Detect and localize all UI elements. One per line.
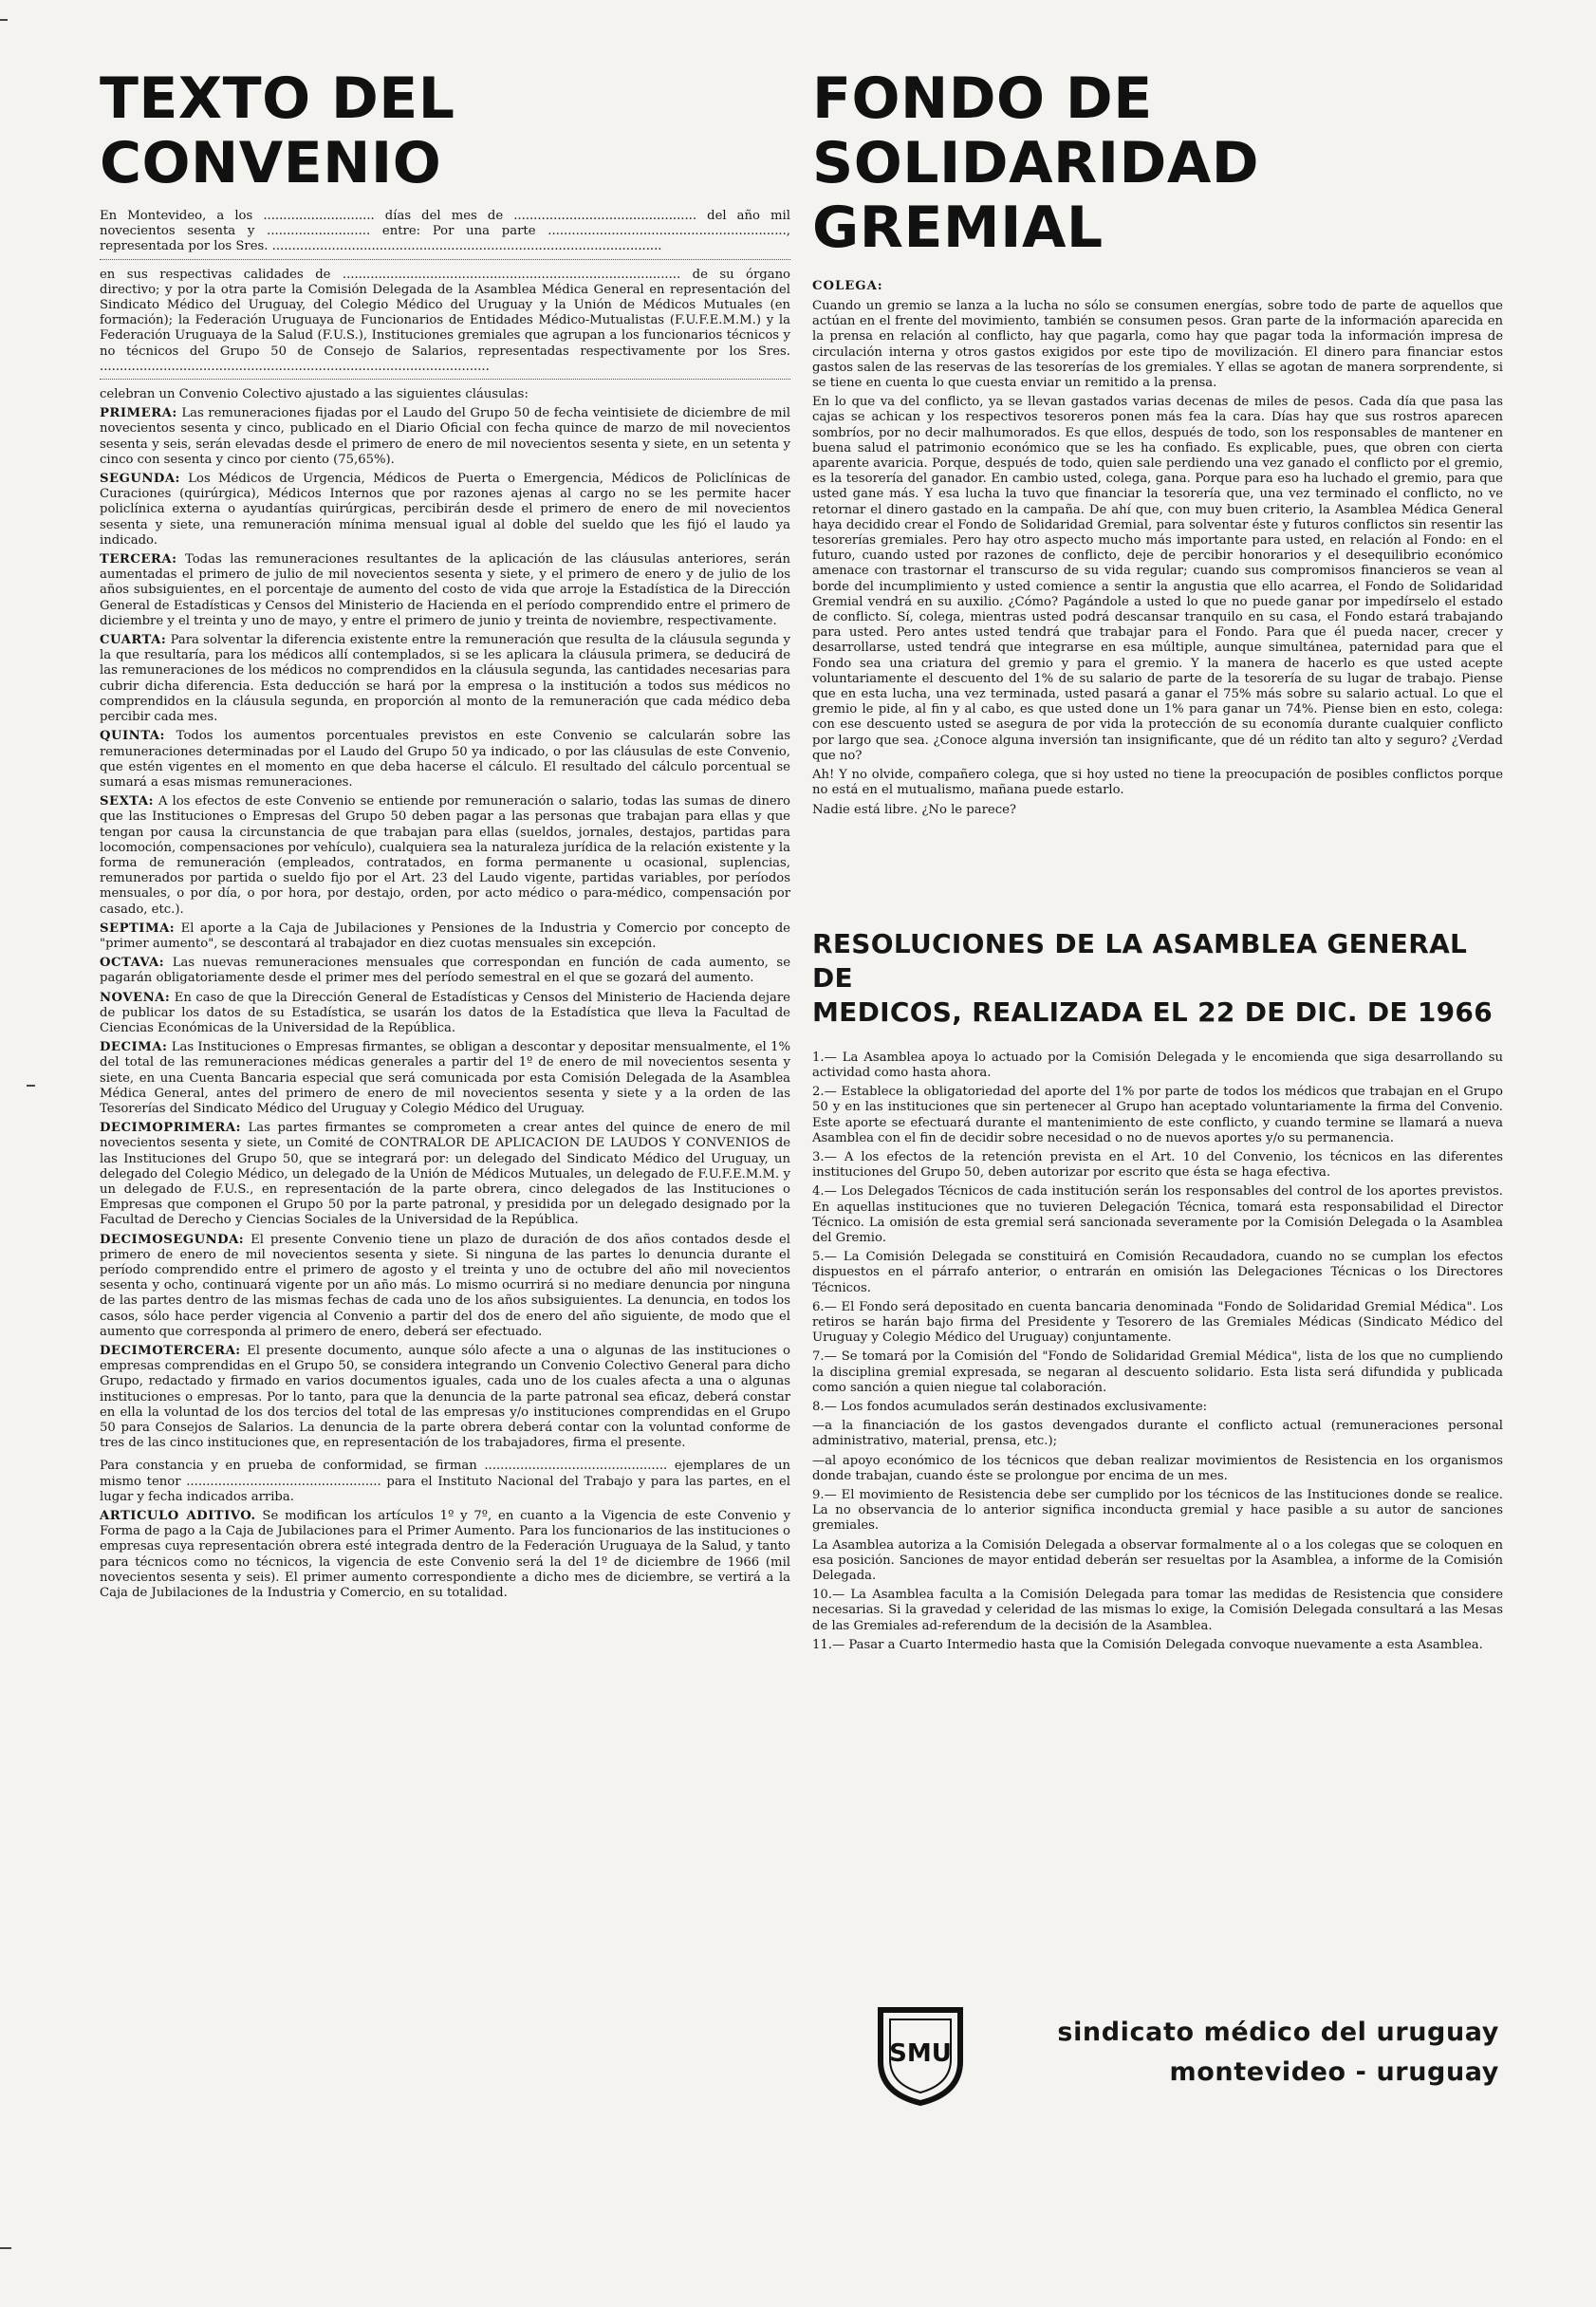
colega-heading: COLEGA: <box>812 279 883 293</box>
footer-city: montevideo - uruguay <box>1169 2057 1499 2087</box>
fondo-paragraph: Nadie está libre. ¿No le parece? <box>812 802 1016 817</box>
convenio-column <box>100 66 790 1605</box>
convenio-parties: en sus respectivas calidades de ..................................................................................... de su órgano directivo; y por la otra parte la Comisión Delegada de la Asamblea Médica General en representación del Sindicato Médico del Uruguay, del Colegio Médico del Uruguay y la Unión de Médicos Mutuales (en formación); la Federación Uruguaya de Funcionarios de Entidades Médico-Mutualistas (F.U.F.E.M.M.) y la Federación Uruguaya de la Salud (F.U.S.), Instituciones gremiales que agrupan a los funcionarios técnicos y no técnicos del Grupo 50 de Consejo de Salarios, representadas respectivamente por los Sres. .................................................................................................. <box>100 267 790 374</box>
fondo-body <box>812 299 1503 818</box>
clause-septima <box>100 921 790 952</box>
clause-segunda <box>100 472 790 549</box>
clause-head: DECIMOPRIMERA: <box>100 1121 241 1136</box>
clause-text: El presente documento, aunque sólo afecte a una o algunas de las instituciones o empresas comprendidas en el Grupo 50, se considera integrando un Convenio Colectivo General para dicho Grupo, redactado y firmado en varios documentos iguales, cada uno de los cuales afecta a una o algunas instituciones o empresas. Por lo tanto, para que la denuncia de la parte patronal sea eficaz, deberá constar en ella la voluntad de los dos tercios del total de las empresas y/o instituciones comprendidas en el Grupo 50 para Consejos de Salarios. La denuncia de la parte obrera deberá contar con la voluntad conforme de tres de las cinco instituciones que, en representación de los trabajadores, firma el presente. <box>100 1344 790 1451</box>
clause-sexta <box>100 794 790 918</box>
resolucion-item: 9.— El movimiento de Resistencia debe ser cumplido por los técnicos de las Instituciones donde se realice. La no observancia de lo anterior significa inconducta gremial y hace pasible a su autor de sanciones gremiales. <box>812 1487 1503 1534</box>
clause-head: NOVENA: <box>100 990 171 1005</box>
resoluciones-title-line2: MEDICOS, REALIZADA EL 22 DE DIC. DE 1966 <box>812 995 1493 1028</box>
clause-head: SEPTIMA: <box>100 921 176 936</box>
blank-line <box>100 379 790 380</box>
articulo-aditivo <box>100 1509 790 1601</box>
convenio-title-line2: CONVENIO <box>100 130 442 196</box>
clause-text: El presente Convenio tiene un plazo de duración de dos años contados desde el primero de enero de mil novecientos sesenta y siete. Si ninguna de las partes lo denuncia durante el período comprendido entre el primero de agosto y el treinta y uno de octubre del año mil novecientos sesenta y ocho, continuará vigente por un año más. Lo mismo ocurrirá si no mediare denuncia por ninguna de las partes dentro de las mismas fechas de cada uno de los años subsiguientes. La denuncia, en todos los casos, sólo hace perder vigencia al Convenio a partir del dos de enero del año siguiente, de modo que el aumento que corresponda al primero de enero, deberá ser efectuado. <box>100 1232 790 1339</box>
clause-tercera <box>100 552 790 629</box>
smu-logo-icon <box>873 2002 968 2107</box>
resolucion-subitem: —al apoyo económico de los técnicos que deban realizar movimientos de Resistencia en los organismos donde trabajan, cuando éste se prolongue por encima de un mes. <box>812 1453 1503 1483</box>
clause-text: Las partes firmantes se comprometen a crear antes del quince de enero de mil novecientos sesenta y siete, un Comité de CONTRALOR DE APLICACION DE LAUDOS Y CONVENIOS de las Instituciones del Grupo 50, que se integrará por: un delegado del Sindicato Médico del Uruguay, un delegado del Colegio Médico, un delegado de la Unión de Médicos Mutuales, un delegado de F.U.F.E.M.M. y un delegado de F.U.S., en representación de la parte obrera, cinco delegados de las Instituciones o Empresas que componen el Grupo 50 por la parte patronal, y presidida por un delegado designado por la Facultad de Derecho y Ciencias Sociales de la Universidad de la República. <box>100 1121 791 1228</box>
fondo-paragraph: Cuando un gremio se lanza a la lucha no sólo se consumen energías, sobre todo de parte de aquellos que actúan en el frente del movimiento, también se consumen pesos. Gran parte de la información aparecida en la prensa en relación al conflicto, hay que pagarla, como hay que pagar toda la información impresa de circulación interna y otros gastos exigidos por este tipo de movilización. El dinero para financiar estos gastos salen de las reservas de las tesorerías de los gremiales. Y ellas se agotan de manera sorprendente, si se tiene en cuenta lo que cuesta enviar un remitido a la prensa. <box>812 299 1503 391</box>
clause-head: DECIMA: <box>100 1040 168 1055</box>
fondo-title-line3: GREMIAL <box>812 195 1104 261</box>
clause-decimotercera <box>100 1344 790 1451</box>
clause-decima <box>100 1040 790 1117</box>
resoluciones-title <box>812 927 1503 1030</box>
clause-text: Todas las remuneraciones resultantes de la aplicación de las cláusulas anteriores, serán aumentadas el primero de julio de mil novecientos sesenta y siete, y el primero de enero y de julio de los años subsiguientes, en el porcentaje de aumento del costo de vida que arroje la Estadística de la Dirección General de Estadísticas y Censos del Ministerio de Hacienda en el período comprendido entre el primero de diciembre y el treinta y uno de mayo, y entre el primero de junio y treinta de noviembre, respectivamente. <box>100 552 790 628</box>
resolucion-subitem: —a la financiación de los gastos devengados durante el conflicto actual (remuneraciones personal administrativo, material, prensa, etc.); <box>812 1419 1503 1449</box>
clause-text: Las Instituciones o Empresas firmantes, se obligan a descontar y depositar mensualmente, el 1% del total de las remuneraciones médicas generales a partir del 1º de enero de mil novecientos sesenta y siete, en una Cuenta Bancaria especial que será comunicada por esta Comisión Delegada de la Asamblea Médica General, antes del primero de enero de mil novecientos sesenta y siete y a la orden de las Tesorerías del Sindicato Médico del Uruguay y Colegio Médico del Uruguay. <box>100 1040 790 1116</box>
convenio-title-line1: TEXTO DEL <box>100 65 455 132</box>
clause-text: El aporte a la Caja de Jubilaciones y Pensiones de la Industria y Comercio por concepto de "primer aumento", se descontará al trabajador en diez cuotas mensuales sin excepción. <box>100 921 790 951</box>
scan-mark <box>0 2247 11 2249</box>
aditivo-text: Se modifican los artículos 1º y 7º, en cuanto a la Vigencia de este Convenio y Forma de pago a la Caja de Jubilaciones para el Primer Aumento. Para los funcionarios de las instituciones o empresas cuya representación obrera esté integrada dentro de la Federación Uruguaya de la Salud, y tanto para técnicos como no técnicos, la vigencia de este Convenio será la del 1º de diciembre de 1966 (mil novecientos sesenta y seis). El primer aumento correspondiente a dicho mes de diciembre, se vertirá a la Caja de Jubilaciones de la Industria y Comercio, en su totalidad. <box>100 1509 790 1601</box>
aditivo-head: ARTICULO ADITIVO. <box>100 1509 256 1524</box>
fondo-paragraph: En lo que va del conflicto, ya se llevan gastados varias decenas de miles de pesos. Cada día que pasa las cajas se achican y los respectivos tesoreros ponen más fea la cara. Días hay que sus rostros aparecen sombríos, por no decir malhumorados. Es que ellos, después de todo, son los responsables de mantener en buena salud el patrimonio económico que se les ha confiado. Es explicable, pues, que obren con cierta aparente avaricia. Porque, después de todo, quien sale perdiendo una vez ganado el conflicto por el gremio, es la tesorería del ganador. En cambio usted, colega, gana. Porque para eso ha luchado el gremio, para que usted gane más. Y esa lucha la tuvo que financiar la tesorería que, una vez terminado el conflicto, no ve retornar el dinero gastado en la campaña. De ahí que, con muy buen criterio, la Asamblea Médica General haya decidido crear el Fondo de Solidaridad Gremial, para solventar éste y futuros conflictos sin resentir las tesorerías gremiales. Pero hay otro aspecto mucho más importante para usted, en relación al Fondo: en el futuro, cuando usted por razones de conflicto, deje de percibir honorarios y el desequilibrio económico amenace con trastornar el transcurso de su vida regular; cuando sus compromisos financieros se vean al borde del incumplimiento y usted comience a sentir la angustia que ello acarrea, el Fondo de Solidaridad Gremial vendrá en su auxilio. ¿Cómo? Pagándole a usted lo que no puede ganar por impedírselo el estado de conflicto. Sí, colega, mientras usted podrá descansar tranquilo en su casa, el Fondo estará trabajando para usted. Pero antes usted tendrá que trabajar para el Fondo. Para que él pueda nacer, crecer y desarrollarse, usted tendrá que integrarse en esa múltiple, aunque simultánea, paternidad para que el Fondo sea una criatura del gremio y para el gremio. Y la manera de hacerlo es que usted acepte voluntariamente el descuento del 1% de su salario de parte de la tesorería de su lugar de trabajo. Piense que en esta lucha, una vez terminada, usted pasará a ganar el 75% más sobre su salario actual. Lo que el gremio le pide, al fin y al cabo, es que usted done un 1% para ganar un 74%. Piense bien en esto, colega: con ese descuento usted se asegura de por vida la protección de su economía durante cualquier conflicto por largo que sea. ¿Conoce alguna inversión tan insignificante, que dé un rédito tan alto y seguro? ¿Verdad que no? <box>812 395 1503 763</box>
clause-head: OCTAVA: <box>100 956 165 971</box>
convenio-celebran: celebran un Convenio Colectivo ajustado a las siguientes cláusulas: <box>100 387 529 402</box>
clause-text: Las remuneraciones fijadas por el Laudo del Grupo 50 de fecha veintisiete de diciembre de mil novecientos sesenta y cinco, publicado en el Diario Oficial con fecha quince de marzo de mil novecientos sesenta y seis, serán elevadas desde el primero de enero de mil novecientos sesenta y siete, en un setenta y cinco con sesenta y cinco por ciento (75,65%). <box>100 406 790 467</box>
clause-novena <box>100 991 790 1037</box>
resolucion-item: 1.— La Asamblea apoya lo actuado por la Comisión Delegada y le encomienda que siga desarrollando su actividad como hasta ahora. <box>812 1050 1503 1080</box>
scan-mark <box>0 19 8 21</box>
resolucion-item: 5.— La Comisión Delegada se constituirá en Comisión Recaudadora, cuando no se cumplan los efectos dispuestos en el párrafo anterior, o entrarán en omisión las Delegaciones Técnicas o los Directores Técnicos. <box>812 1250 1503 1295</box>
resolucion-item: 6.— El Fondo será depositado en cuenta bancaria denominada "Fondo de Solidaridad Gremial Médica". Los retiros se harán bajo firma del Presidente y Tesorero de las Gremiales Médicas (Sindicato Médico del Uruguay y Colegio Médico del Uruguay) conjuntamente. <box>812 1299 1503 1346</box>
clause-text: En caso de que la Dirección General de Estadísticas y Censos del Ministerio de Hacienda dejare de publicar los datos de su Estadística, se usarán los datos de la Estadística que lleva la Facultad de Ciencias Económicas de la Universidad de la República. <box>100 990 790 1035</box>
blank-line <box>100 259 790 260</box>
clause-head: CUARTA: <box>100 633 167 648</box>
clause-text: Los Médicos de Urgencia, Médicos de Puerta o Emergencia, Médicos de Policlínicas de Curaciones (quirúrgica), Médicos Internos que por razones ajenas al cargo no se les permite hacer policlínica externa o ayudantías quirúrgicas, percibirán desde el primero de enero de mil novecientos sesenta y siete, una remuneración mínima mensual igual al doble del sueldo que les fijó el laudo ya indicado. <box>100 472 790 548</box>
footer <box>835 2002 1518 2116</box>
resoluciones-title-line1: RESOLUCIONES DE LA ASAMBLEA GENERAL DE <box>812 927 1468 994</box>
clause-text: Para solventar la diferencia existente entre la remuneración que resulta de la cláusula segunda y la que resultaría, para los médicos allí contemplados, si se les aplicara la cláusula primera, se deducirá de las remuneraciones de los médicos no comprendidos en la cláusula segunda, las cantidades necesarias para cubrir dicha diferencia. Esta deducción se hará por la empresa o la institución a todos sus médicos no comprendidos en la cláusula segunda, en proporción al monto de la remuneración que cada médico deba percibir cada mes. <box>100 633 790 725</box>
clause-text: A los efectos de este Convenio se entiende por remuneración o salario, todas las sumas de dinero que las Instituciones o Empresas del Grupo 50 deben pagar a las personas que trabajan para ellas y que tengan por causa la circunstancia de que trabajan para ellas (sueldos, jornales, destajos, partidas para locomoción, compensaciones por vehículo), cualquiera sea la naturaleza jurídica de la relación existente y la forma de remuneración (empleados, contratados, en forma permanente u ocasional, suplencias, remunerados por partida o sueldo fijo por el Art. 23 del Laudo vigente, partidas variables, por períodos mensuales, o por día, o por hora, por destajo, orden, por acto médico o para-médico, compensación por casado, etc.). <box>100 794 790 917</box>
fondo-title-line1: FONDO DE <box>812 65 1153 132</box>
resolucion-item: 7.— Se tomará por la Comisión del "Fondo de Solidaridad Gremial Médica", lista de los que no cumpliendo la disciplina gremial expresada, se negaran al descuento solidario. Esta lista será difundida y publicada como sanción a quien niegue tal colaboración. <box>812 1349 1503 1395</box>
resolucion-item: La Asamblea autoriza a la Comisión Delegada a observar formalmente al o a los colegas que se coloquen en esa posición. Sanciones de mayor entidad deberán ser resueltas por la Asamblea, a informe de la Comisión Delegada. <box>812 1537 1503 1583</box>
resolucion-item: 11.— Pasar a Cuarto Intermedio hasta que la Comisión Delegada convoque nuevamente a esta Asamblea. <box>812 1637 1483 1652</box>
footer-org-name: sindicato médico del uruguay <box>1057 2018 1499 2047</box>
clause-cuarta <box>100 633 790 725</box>
convenio-body <box>100 209 790 1601</box>
clause-head: SEGUNDA: <box>100 472 180 487</box>
scan-mark <box>27 1085 35 1087</box>
clause-head: TERCERA: <box>100 552 177 567</box>
convenio-intro: En Montevideo, a los ............................ días del mes de .............................................. del año mil novecientos sesenta y .......................... entre: Por una parte ............................................................, representada por los Sres. .................................................................................................. <box>100 209 790 254</box>
clause-head: DECIMOSEGUNDA: <box>100 1232 245 1247</box>
resolucion-item: 3.— A los efectos de la retención prevista en el Art. 10 del Convenio, los técnicos en las diferentes instituciones del Grupo 50, deben autorizar por escrito que ésta se haga efectiva. <box>812 1149 1503 1181</box>
resolucion-item: 10.— La Asamblea faculta a la Comisión Delegada para tomar las medidas de Resistencia que considere necesarias. Si la gravedad y celeridad de las mismas lo exige, la Comisión Delegada consultará a las Mesas de las Gremiales ad-referendum de la decisión de la Asamblea. <box>812 1588 1503 1633</box>
resolucion-item: 2.— Establece la obligatoriedad del aporte del 1% por parte de todos los médicos que trabajan en el Grupo 50 y en las instituciones que sin pertenecer al Grupo han aceptado voluntariamente la firma del Convenio. Este aporte se efectuará durante el mantenimiento de este conflicto, y cuando termine se llamará a nueva Asamblea con el fin de decidir sobre necesidad o no de nuevos aportes y/o su permanencia. <box>812 1085 1503 1145</box>
convenio-title <box>100 66 790 195</box>
convenio-constancia: Para constancia y en prueba de conformidad, se firman .............................................. ejemplares de un mismo tenor ................................................. para el Instituto Nacional del Trabajo y para las partes, en el lugar y fecha indicados arriba. <box>100 1459 790 1504</box>
clause-primera <box>100 406 790 468</box>
fondo-paragraph: Ah! Y no olvide, compañero colega, que si hoy usted no tiene la preocupación de posibles conflictos porque no está en el mutualismo, mañana puede estarlo. <box>812 768 1503 798</box>
resoluciones-list <box>812 1051 1503 1653</box>
clause-octava <box>100 956 790 986</box>
clause-head: DECIMOTERCERA: <box>100 1344 241 1359</box>
fondo-title <box>812 66 1503 260</box>
clause-decimoprimera <box>100 1121 790 1228</box>
clause-text: Las nuevas remuneraciones mensuales que correspondan en función de cada aumento, se pagarán obligatoriamente desde el primer mes del período semestral en el que se gozará del aumento. <box>100 956 790 986</box>
clause-decimosegunda <box>100 1233 790 1340</box>
clause-head: SEXTA: <box>100 794 154 809</box>
fondo-title-line2: SOLIDARIDAD <box>812 130 1260 196</box>
clause-head: QUINTA: <box>100 729 165 744</box>
resolucion-item: 8.— Los fondos acumulados serán destinados exclusivamente: <box>812 1399 1208 1414</box>
clause-head: PRIMERA: <box>100 406 177 421</box>
logo-text: SMU <box>889 2039 952 2068</box>
resolucion-item: 4.— Los Delegados Técnicos de cada institución serán los responsables del control de los aportes previstos. En aquellas instituciones que no tuvieren Delegación Técnica, tomará esta responsabilidad el Director Técnico. La omisión de esta gremial será sancionada severamente por la Comisión Delegada o la Asamblea del Gremio. <box>812 1184 1503 1245</box>
fondo-column <box>812 66 1503 1657</box>
clause-quinta <box>100 729 790 791</box>
clause-text: Todos los aumentos porcentuales previstos en este Convenio se calcularán sobre las remuneraciones determinadas por el Laudo del Grupo 50 ya indicado, o por las cláusulas de este Convenio, que estén vigentes en el momento en que deba hacerse el cálculo. El resultado del cálculo porcentual se sumará a esas mismas remuneraciones. <box>100 729 790 790</box>
